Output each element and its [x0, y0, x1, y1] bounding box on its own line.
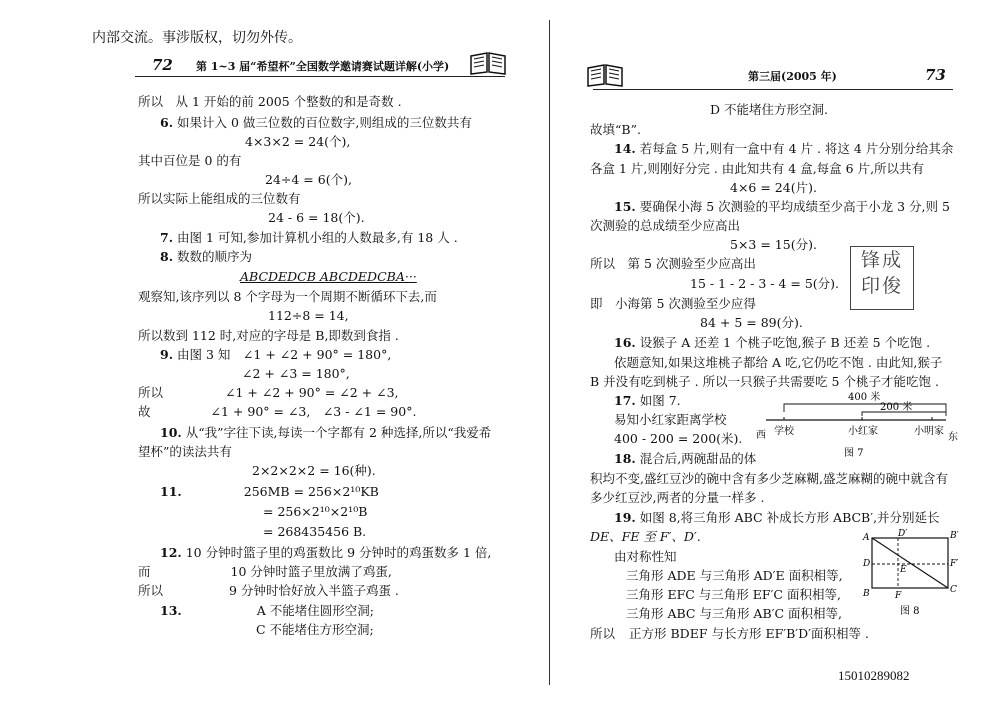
- figure-8-caption: 图 8: [900, 606, 920, 617]
- text-line: 4×6 = 24(片).: [730, 180, 817, 195]
- text-line: 所以 9 分钟时恰好放入半篮子鸡蛋 .: [138, 583, 399, 598]
- text-line: 15 - 1 - 2 - 3 - 4 = 5(分).: [690, 276, 839, 291]
- book-icon: [468, 50, 508, 76]
- bracket-400: [784, 404, 946, 412]
- text-line: DE、FE 至 F′、D′.: [590, 529, 701, 544]
- page-gutter: [549, 20, 550, 685]
- point-label: D: [863, 559, 871, 569]
- diagonal-ac: [872, 538, 948, 588]
- text-line: 400 - 200 = 200(米).: [614, 431, 743, 446]
- text-line: 9. 由图 3 知 ∠1 + ∠2 + 90° = 180°,: [160, 347, 392, 362]
- right-page-number: 73: [925, 66, 946, 84]
- text-line: 所以实际上能组成的三位数有: [138, 191, 301, 206]
- text-line: 10. 从“我”字往下读,每读一个字都有 2 种选择,所以“我爱希: [160, 425, 492, 440]
- text-line: 所以 从 1 开始的前 2005 个整数的和是奇数 .: [138, 94, 402, 109]
- text-line: 84 + 5 = 89(分).: [700, 315, 803, 330]
- text-line: 18. 混合后,两碗甜品的体: [614, 451, 757, 466]
- figure-7-caption: 图 7: [844, 448, 864, 459]
- text-line: 积均不变,盛红豆沙的碗中含有多少芝麻糊,盛芝麻糊的碗中就含有: [590, 471, 948, 486]
- text-line: 即 小海第 5 次测验至少应得: [590, 296, 756, 311]
- label-school: 学校: [774, 426, 794, 437]
- text-line: 4×3×2 = 24(个),: [245, 134, 351, 149]
- text-line: B 并没有吃到桃子 . 所以一只猴子共需要吃 5 个桃子才能吃饱 .: [590, 374, 939, 389]
- text-line: 所以 第 5 次测验至少应高出: [590, 256, 756, 271]
- label-400: 400 米: [848, 392, 881, 403]
- text-line: 13. A 不能堵住圆形空洞;: [160, 603, 374, 618]
- text-line: 11. 256MB = 256×2¹⁰KB: [160, 484, 379, 499]
- left-header-rule: [135, 76, 505, 77]
- text-line: 12. 10 分钟时篮子里的鸡蛋数比 9 分钟时的鸡蛋数多 1 倍,: [160, 545, 492, 560]
- label-west: 西: [756, 430, 766, 441]
- text-line: 易知小红家距离学校: [614, 412, 727, 427]
- text-line: 19. 如图 8,将三角形 ABC 补成长方形 ABCB′,并分别延长: [614, 510, 940, 525]
- label-200: 200 米: [880, 402, 913, 413]
- copyright-notice: 内部交流。事涉版权，切勿外传。: [92, 30, 302, 46]
- left-running-header: 第 1~3 届“希望杯”全国数学邀请赛试题详解(小学): [196, 60, 450, 73]
- text-line: D 不能堵住方形空洞.: [710, 102, 828, 117]
- label-xiaohong: 小红家: [848, 426, 878, 437]
- point-label: F: [895, 591, 902, 601]
- text-line: 观察知,该序列以 8 个字母为一个周期不断循环下去,而: [138, 289, 437, 304]
- letter-sequence: ABCDEDCB ABCDEDCBA···: [240, 269, 417, 284]
- point-label: E: [900, 565, 907, 575]
- text-line: 15. 要确保小海 5 次测验的平均成绩至少高于小龙 3 分,则 5: [614, 199, 950, 214]
- text-line: 2×2×2×2 = 16(种).: [252, 463, 376, 478]
- point-label: A: [863, 533, 870, 543]
- text-line: 112÷8 = 14,: [268, 308, 349, 323]
- right-running-header: 第三届(2005 年): [748, 70, 837, 83]
- text-line: 依题意知,如果这堆桃子都给 A 吃,它仍吃不饱 . 由此知,猴子: [614, 355, 943, 370]
- text-line: 5×3 = 15(分).: [730, 237, 817, 252]
- seal-stamp: 锋成 印俊: [850, 246, 914, 310]
- book-icon: [585, 62, 625, 88]
- label-xiaoming: 小明家: [914, 426, 944, 437]
- text-line: = 256×2¹⁰×2¹⁰B: [263, 504, 368, 519]
- text-line: 8. 数数的顺序为: [160, 249, 253, 264]
- text-line: 望杯”的读法共有: [138, 444, 232, 459]
- label-east: 东: [948, 432, 958, 443]
- right-header-rule: [593, 89, 953, 90]
- text-line: 6. 如果计入 0 做三位数的百位数字,则组成的三位数共有: [160, 115, 472, 130]
- text-line: 所以数到 112 时,对应的字母是 B,即数到食指 .: [138, 328, 399, 343]
- point-label: C: [950, 585, 957, 595]
- text-line: 三角形 EFC 与三角形 EF′C 面积相等,: [626, 587, 841, 602]
- text-line: 14. 若每盒 5 片,则有一盒中有 4 片 . 将这 4 片分别分给其余: [614, 141, 954, 156]
- text-line: = 268435456 B.: [263, 524, 367, 539]
- text-line: 多少红豆沙,两者的分量一样多 .: [590, 490, 765, 505]
- point-label: F′: [950, 559, 959, 569]
- text-line: 所以 正方形 BDEF 与长方形 EF′B′D′面积相等 .: [590, 626, 869, 641]
- point-label: D′: [898, 529, 908, 539]
- text-line: 24 - 6 = 18(个).: [268, 210, 365, 225]
- text-line: 7. 由图 1 可知,参加计算机小组的人数最多,有 18 人 .: [160, 230, 458, 245]
- text-line: 三角形 ADE 与三角形 AD′E 面积相等,: [626, 568, 843, 583]
- point-label: B′: [950, 531, 959, 541]
- text-line: 次测验的总成绩至少应高出: [590, 218, 741, 233]
- text-line: 故 ∠1 + 90° = ∠3, ∠3 - ∠1 = 90°.: [138, 404, 417, 419]
- text-line: 各盒 1 片,则刚好分完 . 由此知共有 4 盒,每盒 6 片,所以共有: [590, 161, 925, 176]
- text-line: 其中百位是 0 的有: [138, 153, 242, 168]
- phone-number: 15010289082: [838, 668, 910, 683]
- text-line: 由对称性知: [614, 549, 677, 564]
- figure-7-diagram: [756, 390, 961, 462]
- figure-8-diagram: [862, 528, 962, 620]
- left-page-number: 72: [152, 56, 173, 74]
- point-label: B: [863, 589, 870, 599]
- text-line: 而 10 分钟时篮子里放满了鸡蛋,: [138, 564, 392, 579]
- text-line: 17. 如图 7.: [614, 393, 681, 408]
- text-line: ∠2 + ∠3 = 180°,: [242, 366, 350, 381]
- text-line: 所以 ∠1 + ∠2 + 90° = ∠2 + ∠3,: [138, 385, 399, 400]
- text-line: 24÷4 = 6(个),: [265, 172, 352, 187]
- text-line: 16. 设猴子 A 还差 1 个桃子吃饱,猴子 B 还差 5 个吃饱 .: [614, 335, 931, 350]
- text-line: 故填“B”.: [590, 122, 641, 137]
- text-line: C 不能堵住方形空洞;: [256, 622, 374, 637]
- text-line: 三角形 ABC 与三角形 AB′C 面积相等,: [626, 606, 842, 621]
